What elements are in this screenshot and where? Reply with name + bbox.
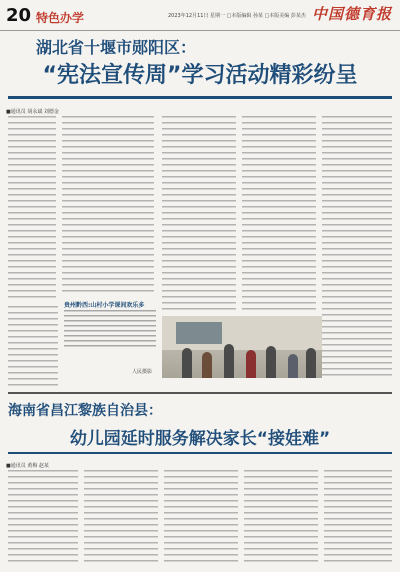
article1-text-column-1 xyxy=(8,116,56,300)
section-divider xyxy=(8,392,392,394)
photo-description xyxy=(64,310,156,350)
page-number: 20 xyxy=(6,5,32,26)
article2-text-column-2 xyxy=(84,470,158,566)
article2-title-main: 幼儿园延时服务解决家长“接娃难” xyxy=(69,429,331,449)
headline-rule-2 xyxy=(8,452,392,454)
article2-text-column-4 xyxy=(244,470,318,566)
article1-title-main: “宪法宣传周”学习活动精彩纷呈 xyxy=(42,63,358,88)
article1-text-column-4 xyxy=(242,116,316,312)
classroom-photo xyxy=(162,316,322,378)
article1-byline: ■通讯员 胡永斌 刘德金 xyxy=(6,109,59,115)
photo-credit: 人民摄影 xyxy=(132,369,153,375)
article1-title-sub: 湖北省十堰市郧阳区： xyxy=(36,38,197,57)
article1-text-column-6 xyxy=(8,306,58,386)
page-header xyxy=(0,0,400,31)
section-title: 特色办学 xyxy=(36,11,85,25)
article1-text-column-2 xyxy=(62,116,154,292)
photo-caption: 贵州黔西:山村小学课间欢乐多 xyxy=(64,302,145,309)
article2-byline: ■通讯员 黄梅 赵某 xyxy=(6,463,49,469)
article2-title-sub: 海南省昌江黎族自治县： xyxy=(8,403,162,419)
article2-text-column-5 xyxy=(324,470,392,566)
masthead-logo: 中国德育报 xyxy=(311,5,392,23)
article2-text-column-1 xyxy=(8,470,78,566)
article2-text-column-3 xyxy=(164,470,238,566)
article1-text-column-5 xyxy=(322,116,392,378)
headline-rule xyxy=(8,96,392,99)
dateline: 2023年12月11日 星期一 □本版编辑 孙某 □本版美编 彭某杰 xyxy=(168,13,306,19)
article1-text-column-3 xyxy=(162,116,236,312)
